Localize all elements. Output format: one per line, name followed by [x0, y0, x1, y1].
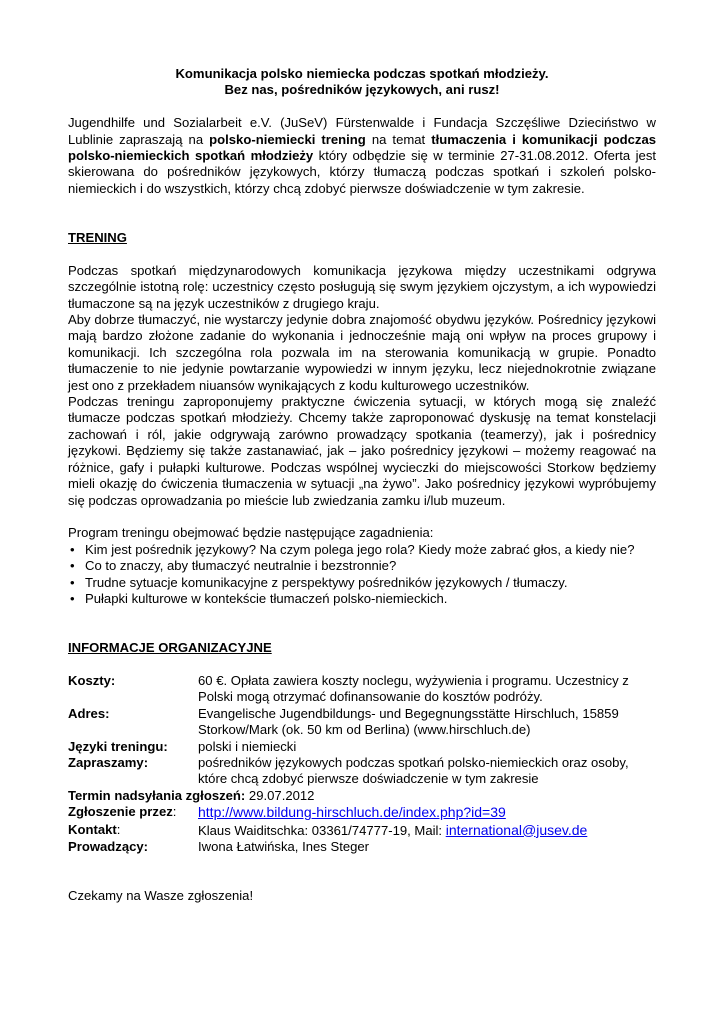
languages-row: [68, 739, 656, 755]
document-title: [68, 66, 656, 99]
training-heading: TRENING: [68, 230, 127, 246]
registration-colon: :: [172, 804, 177, 820]
costs-row: [68, 673, 656, 706]
languages-label: Języki treningu:: [68, 738, 168, 754]
registration-link[interactable]: http://www.bildung-hirschluch.de/index.php?id=39: [198, 804, 506, 821]
contact-colon: :: [116, 821, 121, 837]
registration-label-wrap: [68, 804, 198, 821]
program-intro: Program treningu obejmować będzie następujące zagadnienia:: [68, 525, 434, 541]
intro-paragraph: [68, 115, 656, 197]
invite-label: Zapraszamy:: [68, 754, 149, 770]
bullet-icon: •: [70, 541, 75, 557]
languages-value: polski i niemiecki: [198, 738, 297, 754]
intro-bold-topic: tłumaczenia i komunikacji podczas polsko-niemieckich spotkań młodzieży: [68, 131, 657, 164]
training-paragraph-1: Podczas spotkań międzynarodowych komunikacja językowa między uczestnikami odgrywa szczególnie istotną rolę: uczestnicy często posługują się swym językiem ojczystym, a ich wypowiedzi tłumaczone są na język uczestników z drugiego kraju.: [68, 262, 656, 311]
list-item-text: Trudne sytuacje komunikacyjne z perspektywy pośredników językowych / tłumaczy.: [85, 574, 568, 590]
list-item: [68, 575, 656, 591]
leaders-value: Iwona Łatwińska, Ines Steger: [198, 838, 370, 854]
contact-value: Klaus Waiditschka: 03361/74777-19, Mail:: [198, 822, 446, 838]
invite-value: pośredników językowych podczas spotkań polsko-niemieckich oraz osoby, które chcą zdobyć pierwsze doświadczenie w tym zakresie: [198, 754, 629, 787]
info-heading: INFORMACJE ORGANIZACYJNE: [68, 640, 272, 656]
program-list: [68, 542, 656, 608]
deadline-row: [68, 788, 656, 804]
list-item: [68, 542, 656, 558]
training-paragraph-3: Podczas treningu zaproponujemy praktyczne ćwiczenia sytuacji, w których mogą się znaleźć tłumacze podczas spotkań młodzieży. Chcemy także zaproponować dyskusję na temat konstelacji zachowań i ról, jakie odgrywają zarówno prowadzący spotkania (teamerzy), jak i pośrednicy językowi. Będziemy się także zastanawiać, jak – jako pośrednicy językowi – możemy reagować na różnice, gafy i pułapki kulturowe. Podczas wspólnej wycieczki do miejscowości Storkow będziemy mieli okazję do ćwiczenia tłumaczenia w sytuacji „na żywo”. Jako pośrednicy językowi wypróbujemy się podczas oprowadzania po mieście lub zwiedzania zamku i/lub muzeum.: [68, 394, 656, 508]
contact-row: [68, 822, 656, 839]
address-row: [68, 706, 656, 739]
costs-value: 60 €. Opłata zawiera koszty noclegu, wyżywienia i programu. Uczestnicy z Polski mogą otrzymać dofinansowanie do kosztów podróży.: [198, 672, 629, 705]
list-item: [68, 558, 656, 574]
intro-text-1: Jugendhilfe und Sozialarbeit e.V. (JuSeV) Fürstenwalde i Fundacja Szczęśliwe Dzieciństwo w Lublinie zapraszają na: [68, 115, 656, 147]
contact-value-wrap: [198, 822, 656, 839]
leaders-row: [68, 839, 656, 855]
title-line-2: Bez nas, pośredników językowych, ani rusz!: [224, 82, 500, 98]
address-label: Adres:: [68, 705, 110, 721]
bullet-icon: •: [70, 590, 75, 606]
address-value: Evangelische Jugendbildungs- und Begegnungsstätte Hirschluch, 15859 Storkow/Mark (ok. 50 km od Berlina) (www.hirschluch.de): [198, 705, 619, 738]
costs-label: Koszty:: [68, 672, 116, 688]
list-item: [68, 591, 656, 607]
intro-text-3: który odbędzie się w terminie 27-31.08.2012. Oferta jest skierowana do pośredników językowych, którzy tłumaczą podczas spotkań i szkoleń polsko-niemieckich i do wszystkich, którzy chcą zdobyć pierwsze doświadczenie w tym zakresie.: [68, 148, 657, 196]
list-item-text: Kim jest pośrednik językowy? Na czym polega jego rola? Kiedy może zabrać głos, a kiedy nie?: [85, 541, 635, 557]
bullet-icon: •: [70, 558, 75, 574]
deadline-label: Termin nadsyłania zgłoszeń:: [68, 787, 246, 803]
list-item-text: Pułapki kulturowe w kontekście tłumaczeń polsko-niemieckich.: [85, 590, 448, 606]
leaders-label: Prowadzący:: [68, 838, 149, 854]
deadline-value: 29.07.2012: [245, 787, 315, 803]
contact-label: Kontakt: [68, 821, 117, 837]
invite-row: [68, 755, 656, 788]
contact-email-link[interactable]: international@jusev.de: [445, 821, 588, 838]
registration-label: Zgłoszenie przez: [68, 804, 173, 820]
title-line-1: Komunikacja polsko niemiecka podczas spotkań młodzieży.: [175, 66, 549, 81]
closing-text: Czekamy na Wasze zgłoszenia!: [68, 888, 254, 904]
bullet-icon: •: [70, 574, 75, 590]
contact-label-wrap: [68, 822, 198, 839]
training-paragraph-2: Aby dobrze tłumaczyć, nie wystarczy jedynie dobra znajomość obydwu języków. Pośrednicy językowi mają bardzo złożone zadanie do wykonania i jednocześnie mają oni wpływ na proces grupowy i komunikacji. Ich szczególna rola pozwala im na sterowania komunikacją w grupie. Ponadto tłumaczenie to nie jedynie powtarzanie wypowiedzi w innym języku, lecz niejednokrotnie związane jest ono z przekładem niuansów wynikających z kodu kulturowego uczestników.: [68, 312, 656, 393]
registration-row: [68, 804, 656, 821]
intro-bold-training: polsko-niemiecki trening: [209, 131, 366, 147]
intro-text-2: na temat: [365, 131, 432, 147]
list-item-text: Co to znaczy, aby tłumaczyć neutralnie i bezstronnie?: [85, 558, 397, 574]
registration-value: [198, 804, 656, 821]
